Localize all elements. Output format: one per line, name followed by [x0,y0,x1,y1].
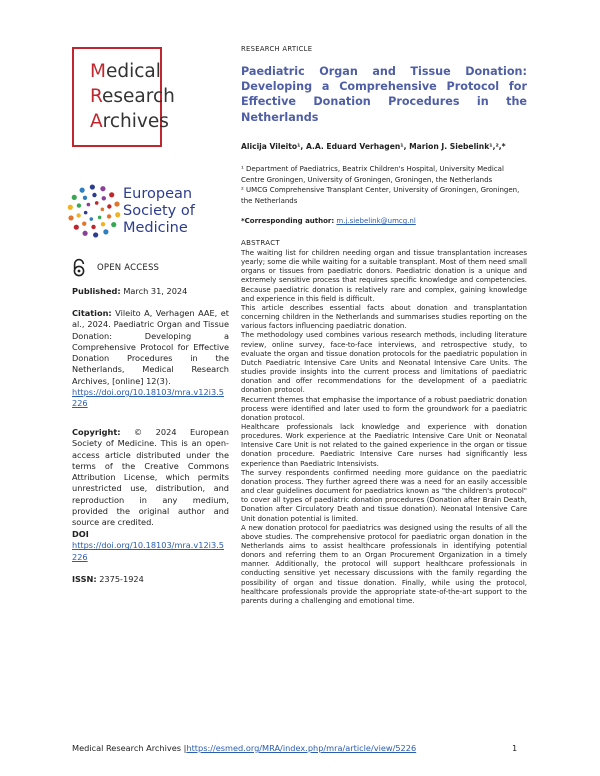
abstract-paragraph: Recurrent themes that emphasise the importance of a robust paediatric donation process were identified and later used to form the groundwork for a paediatric donation protocol. [241,395,527,422]
open-access-label: OPEN ACCESS [97,263,160,273]
logo-dot [101,222,105,226]
open-access-icon [72,258,86,278]
published-line: Published: March 31, 2024 [72,286,188,296]
logo-dot [103,229,108,234]
logo-dot [102,196,106,200]
article-url-link[interactable]: https://esmed.org/MRA/index.php/mra/article/view/5226 [186,743,417,753]
logo-dot [111,222,116,227]
logo-dot [90,184,95,189]
society-name: European Society of Medicine [123,186,195,236]
corresponding-email-link[interactable]: m.j.siebelink@umcg.nl [336,217,416,225]
logo-line-1: Medical [90,61,161,82]
logo-dot [76,213,80,217]
abstract-paragraph: The methodology used combines various research methods, including literature review, online survey, face-to-face interviews, and retrospective study, to evaluate the organ and tissue donation protocols for the paediatric population in Dutch Paediatric Intensive Care Units and Neonatal Intensive Care Units. The studies provide insights into the current process and limitations of paediatric donation and offer recommendations for the development of a paediatric donation protocol. [241,331,527,395]
logo-line-3: Archives [90,111,169,132]
affiliation-2: ² UMCG Comprehensive Transplant Center, University of Groningen, Groningen, the Netherlands [241,186,520,205]
logo-dot [93,232,98,237]
logo-dot [101,208,105,212]
logo-dot [115,212,120,217]
logo-dot [80,188,85,193]
logo-dot [98,216,102,220]
logo-dot [91,225,95,229]
corresponding-author: *Corresponding author: m.j.siebelink@umcg.nl [241,217,416,225]
logo-dot [107,204,111,208]
logo-dot [72,195,77,200]
logo-dot [89,217,93,221]
page-number: 1 [512,743,518,753]
abstract-paragraph: The survey respondents confirmed needing more guidance on the paediatric donation process. They further agreed there was a need for an easily accessible and clear guidelines document for paediatrics known as "the children's protocol" to cover all types of paediatric donation procedures (Donation after Brain Death, Donation after Circulatory Death and tissue donation). Neonatal Intensive Care Unit donation potential is limited. [241,468,527,523]
logo-dot [92,193,96,197]
logo-dot [74,225,79,230]
doi-link[interactable]: https://doi.org/10.18103/mra.v12i3.5226 [72,540,224,562]
issn-line: ISSN: 2375-1924 [72,574,144,584]
logo-dot [107,214,111,218]
citation-doi-link[interactable]: https://doi.org/10.18103/mra.v12i3.5226 [72,387,224,409]
citation-block: Citation: Vileito A, Verhagen AAE, et al., 2024. Paediatric Organ and Tissue Donation: Developing a Comprehensive Protocol for Effective Donation Procedures in the Netherlands, Medical Research Archives, [online] 12(3). https://doi.org/10.18103/mra.v12i3.5226 [72,308,229,409]
logo-dot [100,186,105,191]
society-logo-icon [66,183,122,239]
logo-dot [109,192,114,197]
abstract-body [241,249,527,606]
logo-dot [68,215,73,220]
logo-dot [83,196,87,200]
doi-block: DOI https://doi.org/10.18103/mra.v12i3.5226 [72,529,229,563]
article-type-label: RESEARCH ARTICLE [241,45,313,53]
logo-dot [114,201,119,206]
author-list: Alicija Vileito¹, A.A. Eduard Verhagen¹, Marion J. Siebelink¹,²,* [241,142,506,151]
abstract-paragraph: This article describes essential facts about donation and transplantation concerning children in the Netherlands and summarises studies reporting on the various factors influencing paediatric donation. [241,303,527,331]
logo-dot [77,203,81,207]
logo-dot [87,203,91,207]
abstract-paragraph: A new donation protocol for paediatrics was designed using the results of all the above studies. The comprehensive protocol for paediatric organ donation in the Netherlands aims to assist healthcare professionals in identifying potential donors and referring them to an Organ Procurement Organization in a timely manner. Additionally, the protocol will support healthcare professionals in conducting sensitive yet necessary discussions with the family regarding the possibility of organ and tissue donation. Finally, while using the protocol, healthcare professionals provide the appropriate state-of-the-art support to the parents during a challenging and emotional time. [241,523,527,605]
page-footer: Medical Research Archives |https://esmed.org/MRA/index.php/mra/article/view/5226 [72,743,417,753]
affiliation-1: ¹ Department of Paediatrics, Beatrix Children's Hospital, University Medical Centre Groningen, University of Groningen, Groningen, the Netherlands [241,165,504,184]
logo-dot [95,201,99,205]
abstract-paragraph: The waiting list for children needing organ and tissue transplantation increases yearly; some die while waiting for a suitable transplant. Most of them need small organs or tissues from paediatric donors. Paediatric donation is a unique and extremely sensitive process that requires specific knowledge and competencies. Because paediatric donation is relatively rare and complex, gaining knowledge and experience in this field is difficult. [241,249,527,303]
article-title: Paediatric Organ and Tissue Donation: Developing a Comprehensive Protocol for Effective Donation Procedures in the Netherlands [241,65,527,124]
journal-logo [72,47,175,147]
abstract-paragraph: Healthcare professionals lack knowledge and experience with donation procedures. Work experience at the Paediatric Intensive Care Unit or Neonatal Intensive Care Unit is not related to the gained experience in the organ or tissue donation procedure. Paediatric Intensive Care nurses had significantly less experience than Paediatric Intensivists. [241,422,527,468]
copyright-block: Copyright: © 2024 European Society of Medicine. This is an open-access article distributed under the terms of the Creative Commons Attribution License, which permits unrestricted use, distribution, and reproduction in any medium, provided the original author and source are credited. [72,427,229,528]
logo-line-2: Research [90,86,175,107]
logo-dot [82,221,86,225]
logo-dot [84,211,88,215]
logo-dot [68,205,73,210]
logo-dot [82,231,87,236]
abstract-heading: ABSTRACT [241,239,280,247]
